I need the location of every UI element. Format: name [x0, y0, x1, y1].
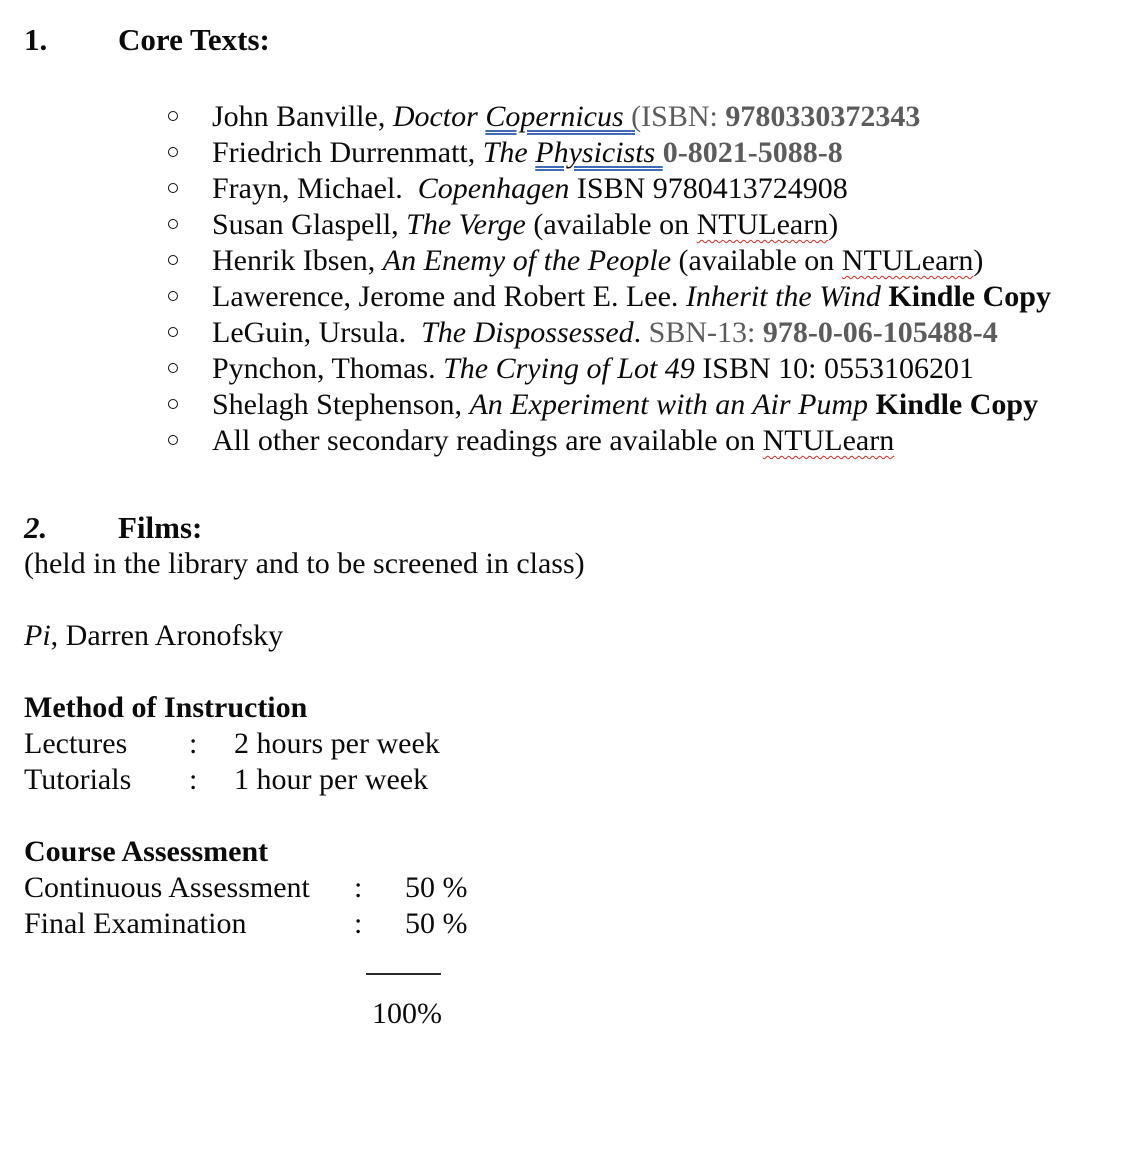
text-segment: (available on: [671, 244, 842, 277]
course-assessment-rows: [24, 870, 1116, 942]
circle-bullet-icon: [168, 183, 178, 193]
row-value: 50 %: [405, 871, 468, 904]
text-segment: Inherit the Wind: [685, 280, 881, 313]
text-segment: Kindle Copy: [875, 388, 1039, 421]
hyperlink-text[interactable]: Physicists: [535, 136, 663, 169]
label-value-row: [24, 906, 1116, 942]
circle-bullet-icon: [168, 363, 178, 373]
text-segment: John Banville,: [212, 100, 393, 133]
text-segment: Shelagh Stephenson,: [212, 388, 470, 421]
text-segment: Frayn, Michael.: [212, 172, 418, 205]
text-segment: The Crying of Lot 49: [443, 352, 695, 385]
text-segment: , Darren Aronofsky: [50, 619, 284, 652]
text-segment: LeGuin, Ursula.: [212, 316, 422, 349]
text-segment: An Enemy of the People: [382, 244, 672, 277]
text-segment: 0-8021-5088-8: [662, 136, 843, 169]
core-texts-number: 1.: [24, 22, 48, 57]
core-texts-heading: [24, 22, 1116, 58]
text-segment: ISBN:: [641, 100, 726, 133]
text-segment: The Verge: [406, 208, 526, 241]
row-label: Tutorials: [24, 763, 132, 796]
film-entry: [24, 618, 1116, 654]
text-segment: Copenhagen: [417, 172, 570, 205]
row-separator: :: [189, 763, 198, 796]
row-separator: :: [354, 907, 363, 940]
text-segment: Kindle Copy: [888, 280, 1051, 313]
circle-bullet-icon: [168, 435, 178, 445]
text-segment: NTULearn: [696, 208, 829, 241]
hyperlink-text[interactable]: Copernicus: [485, 100, 632, 133]
row-value: 50 %: [405, 907, 468, 940]
text-segment: All other secondary readings are available on: [212, 424, 763, 457]
row-separator: :: [189, 727, 198, 760]
row-label: Lectures: [24, 727, 128, 760]
films-title: Films:: [118, 510, 203, 545]
core-text-item: [24, 279, 1116, 315]
total-divider-line: [366, 973, 441, 975]
core-text-item: [24, 135, 1116, 171]
text-segment: [868, 388, 876, 421]
text-segment: ISBN 10: 0553106201: [694, 352, 974, 385]
row-value: 1 hour per week: [234, 763, 429, 796]
films-number: 2.: [24, 510, 48, 545]
text-segment: Susan Glaspell,: [212, 208, 407, 241]
course-assessment-heading: Course Assessment: [24, 835, 269, 868]
row-label: Continuous Assessment: [24, 871, 310, 904]
text-segment: Pynchon, Thomas.: [212, 352, 444, 385]
core-text-item: [24, 387, 1116, 423]
films-heading: [24, 510, 1116, 546]
text-segment: .: [633, 316, 649, 349]
films-note: (held in the library and to be screened in class): [24, 547, 585, 580]
label-value-row: [24, 726, 1116, 762]
circle-bullet-icon: [168, 111, 178, 121]
circle-bullet-icon: [168, 291, 178, 301]
text-segment: The: [482, 136, 536, 169]
core-texts-title: Core Texts:: [118, 22, 270, 57]
hyperlink-text[interactable]: (: [631, 100, 642, 133]
method-of-instruction-heading: Method of Instruction: [24, 691, 308, 724]
core-text-item: [24, 171, 1116, 207]
text-segment: 9780330372343: [725, 100, 921, 133]
circle-bullet-icon: [168, 399, 178, 409]
core-text-item: [24, 243, 1116, 279]
text-segment: SBN-13:: [648, 316, 763, 349]
total-percentage: 100%: [372, 997, 442, 1030]
core-text-item: [24, 423, 1116, 459]
core-text-item: [24, 207, 1116, 243]
row-value: 2 hours per week: [234, 727, 440, 760]
circle-bullet-icon: [168, 327, 178, 337]
text-segment: ): [828, 208, 839, 241]
core-texts-list: [24, 99, 1116, 459]
text-segment: Doctor: [392, 100, 486, 133]
text-segment: (available on: [525, 208, 697, 241]
text-segment: Henrik Ibsen,: [212, 244, 383, 277]
label-value-row: [24, 870, 1116, 906]
core-text-item: [24, 351, 1116, 387]
text-segment: NTULearn: [762, 424, 895, 457]
text-segment: NTULearn: [841, 244, 974, 277]
label-value-row: [24, 762, 1116, 798]
row-separator: :: [354, 871, 363, 904]
text-segment: Friedrich Durrenmatt,: [212, 136, 483, 169]
text-segment: ): [973, 244, 984, 277]
circle-bullet-icon: [168, 255, 178, 265]
circle-bullet-icon: [168, 219, 178, 229]
text-segment: Lawerence, Jerome and Robert E. Lee.: [212, 280, 686, 313]
core-text-item: [24, 99, 1116, 135]
circle-bullet-icon: [168, 147, 178, 157]
text-segment: An Experiment with an Air Pump: [469, 388, 869, 421]
row-label: Final Examination: [24, 907, 247, 940]
text-segment: Pi: [24, 619, 51, 652]
core-text-item: [24, 315, 1116, 351]
method-of-instruction-rows: [24, 726, 1116, 798]
text-segment: 978-0-06-105488-4: [762, 316, 998, 349]
text-segment: ISBN 9780413724908: [569, 172, 848, 205]
text-segment: The Dispossessed: [421, 316, 634, 349]
